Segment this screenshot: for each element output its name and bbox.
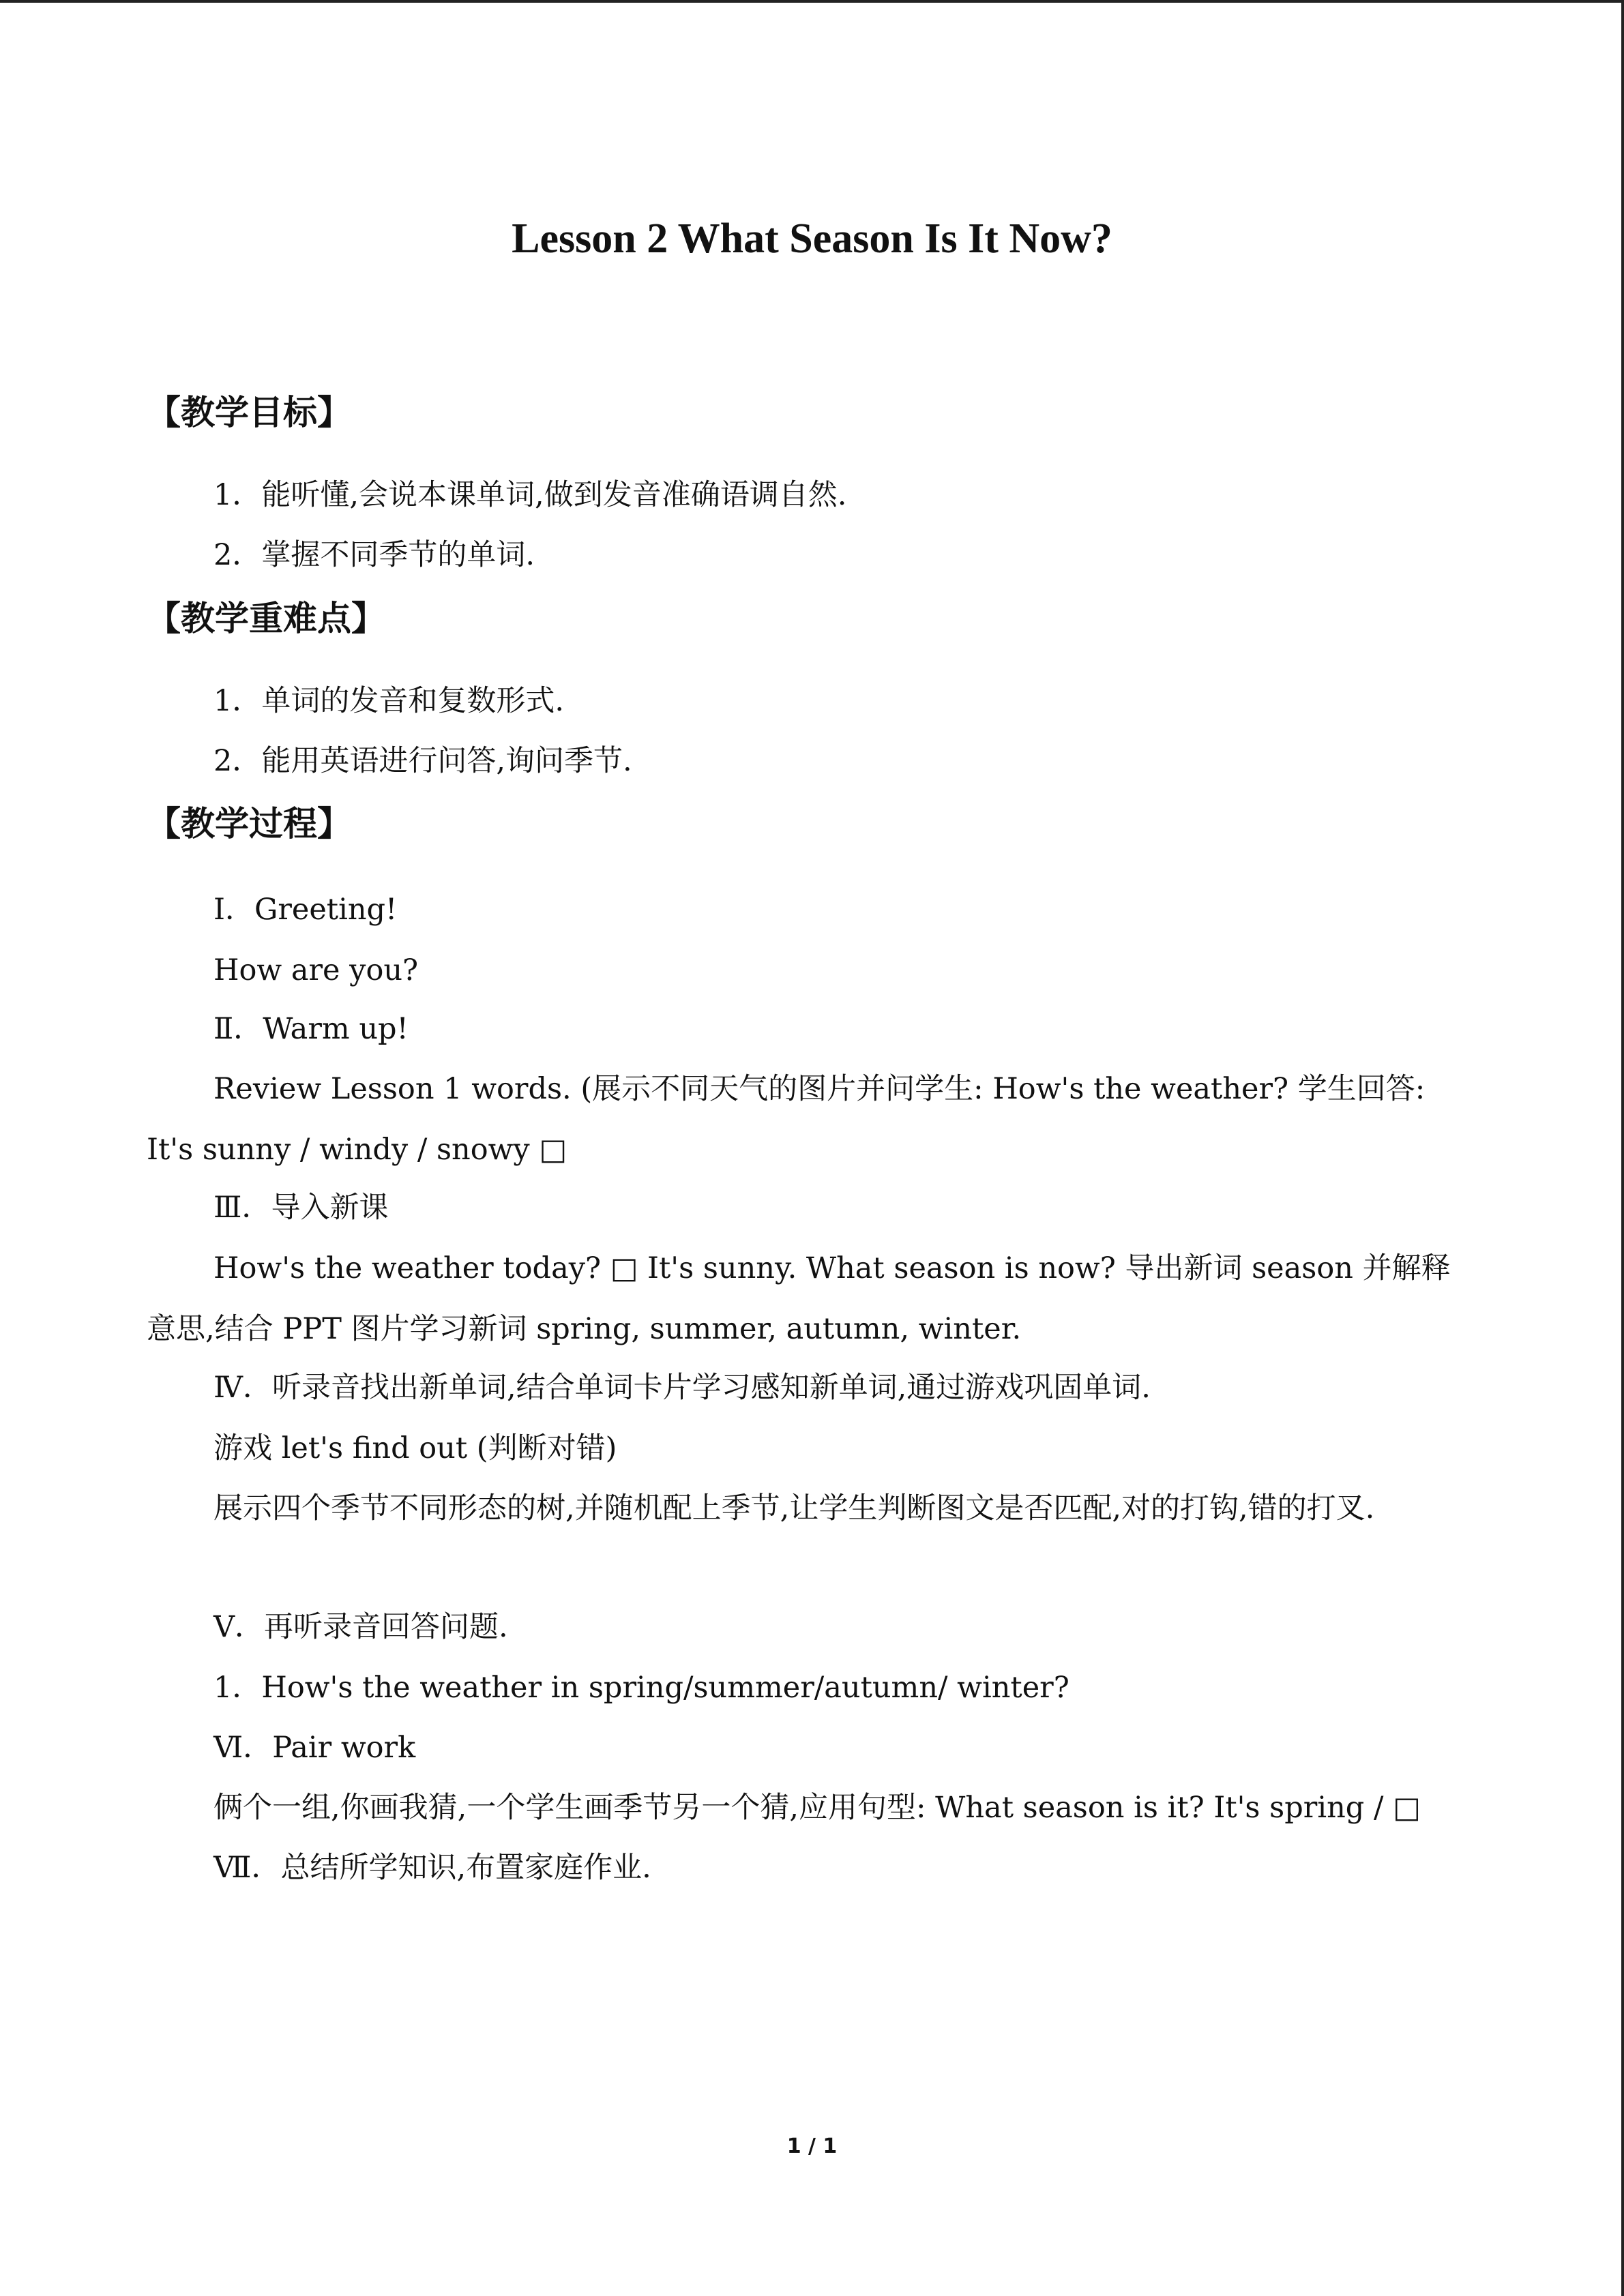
step-6-title: Ⅵ．Pair work: [213, 1731, 416, 1765]
step-4-title: Ⅳ．听录音找出新单词,结合单词卡片学习感知新单词,通过游戏巩固单词.: [213, 1371, 1151, 1405]
step-4-text: 展示四个季节不同形态的树,并随机配上季节,让学生判断图文是否匹配,对的打钩,错的打叉.: [213, 1491, 1375, 1525]
key-point-item-1: 1．单词的发音和复数形式.: [213, 684, 565, 718]
section-heading-goals: 【教学目标】: [147, 393, 351, 432]
step-3-title: Ⅲ．导入新课: [213, 1191, 389, 1225]
step-1-title: Ⅰ．Greeting!: [213, 893, 398, 927]
key-point-item-2: 2．能用英语进行问答,询问季节.: [213, 744, 632, 778]
step-4-game: 游戏 let's find out (判断对错): [213, 1431, 617, 1465]
step-2-title: Ⅱ．Warm up!: [213, 1012, 409, 1046]
goal-item-2: 2．掌握不同季节的单词.: [213, 538, 535, 572]
top-border: [0, 0, 1624, 3]
goal-item-1: 1．能听懂,会说本课单词,做到发音准确语调自然.: [213, 478, 847, 512]
section-heading-process: 【教学过程】: [147, 804, 351, 844]
step-1-text: How are you?: [213, 953, 419, 987]
right-border: [1621, 0, 1624, 2296]
page-number: 1 / 1: [786, 2134, 838, 2158]
step-5-title: Ⅴ．再听录音回答问题.: [213, 1610, 508, 1644]
step-7-title: Ⅶ．总结所学知识,布置家庭作业.: [213, 1851, 651, 1885]
step-5-question: 1．How's the weather in spring/summer/autumn/ winter?: [213, 1671, 1069, 1705]
step-6-text: 俩个一组,你画我猜,一个学生画季节另一个猜,应用句型: What season is it? It's spring / □: [213, 1791, 1421, 1825]
section-heading-key-points: 【教学重难点】: [147, 599, 385, 638]
document-title: Lesson 2 What Season Is It Now?: [512, 215, 1112, 262]
step-2-text: Review Lesson 1 words. (展示不同天气的图片并问学生: How's the weather? 学生回答: It's sunny / windy / snowy □: [147, 1072, 1426, 1167]
step-3-text: How's the weather today? □ It's sunny. What season is now? 导出新词 season 并解释意思,结合 PPT 图片学习新词 spring, summer, autumn, winter.: [147, 1251, 1451, 1346]
